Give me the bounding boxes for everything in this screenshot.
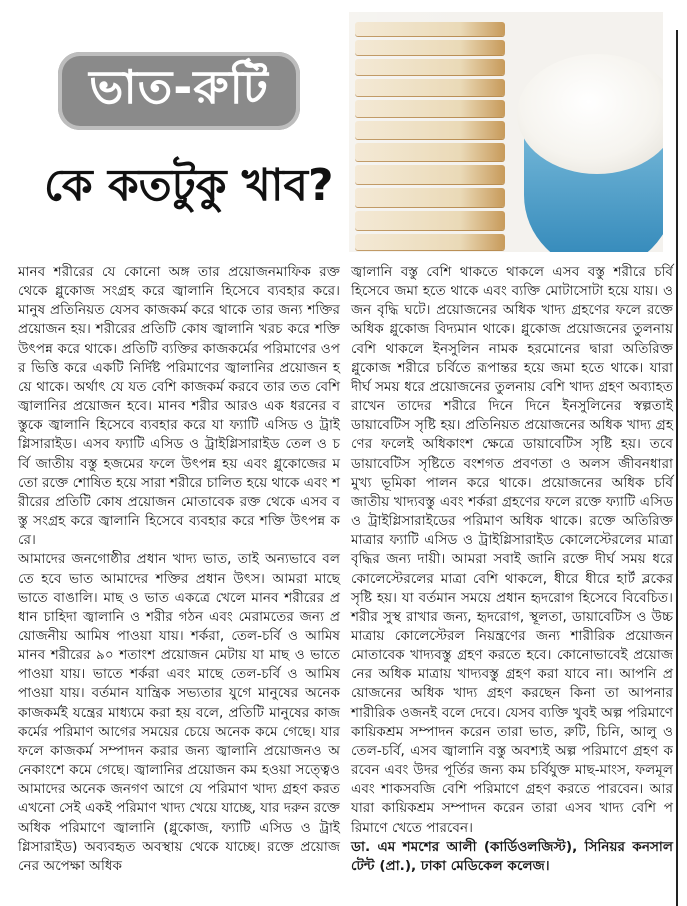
- article-header: [0, 0, 687, 258]
- paragraph: মানব শরীরের যে কোনো অঙ্গ তার প্রয়োজনমাফিক রক্ত থেকে গ্লুকোজ সংগ্রহ করে জ্বালানি হিসেবে ব্যবহার করে। মানুষ প্রতিনিয়ত যেসব কাজকর্ম করে থাকে তার জন্য শক্তির প্রয়োজন হয়। শরীরের প্রতিটি কোষ জ্বালানি খরচ করে শক্তি উৎপন্ন করে থাকে। প্রতিটি ব্যক্তির কাজকর্মের পরিমাণের ওপর ভিত্তি করে একটি নির্দিষ্ট পরিমাণের জ্বালানির প্রয়োজন হয়ে থাকে। অর্থাৎ যে যত বেশি কাজকর্ম করবে তার তত বেশি জ্বালানির প্রয়োজন হবে। মানব শরীর আরও এক ধরনের বস্তুকে জ্বালানি হিসেবে ব্যবহার করে যা ফ্যাটি এসিড ও ট্রাইগ্লিসারাইড। এসব ফ্যাটি এসিড ও ট্রাইগ্লিসারাইড তেল ও চর্বি জাতীয় বস্তু হজমের ফলে উৎপন্ন হয় এবং গ্লুকোজের মতো রক্তে শোষিত হয়ে সারা শরীরে চালিত হয়ে থাকে এবং শরীরের প্রতিটি কোষ প্রয়োজন মোতাবেক রক্ত থেকে এসব বস্তু সংগ্রহ করে জ্বালানি হিসেবে ব্যবহার করে শক্তি উৎপন্ন করে।: [18, 264, 340, 549]
- article-title: ভাত-রুটি: [58, 52, 300, 130]
- article-column-left: [18, 263, 340, 876]
- author-byline: ডা. এম শমশের আলী (কার্ডিওলজিস্ট), সিনিয়র কনসালটেন্ট (প্রা.), ঢাকা মেডিকেল কলেজ।: [351, 838, 673, 874]
- article-column-right: [351, 263, 673, 876]
- page-edge-rule: [676, 30, 678, 906]
- bread-and-rice-photo: [349, 12, 663, 252]
- article-subtitle: কে কতটুকু খাব?: [44, 160, 334, 211]
- paragraph: আমাদের জনগোষ্ঠীর প্রধান খাদ্য ভাত, তাই অন্যভাবে বলতে হবে ভাত আমাদের শক্তির প্রধান উৎস। আমরা মাছে ভাতে বাঙালি। মাছ ও ভাত একত্রে খেলে মানব শরীরের প্রধান চাহিদা জ্বালানি ও শরীর গঠন এবং মেরামতের জন্য প্রয়োজনীয় আমিষ পাওয়া যায়। শর্করা, তেল-চর্বি ও আমিষ মানব শরীরের ৯০ শতাংশ প্রয়োজন মেটায় যা মাছ ও ভাতে পাওয়া যায়। ভাতে শর্করা এবং মাছে তেল-চর্বি ও আমিষ পাওয়া যায়। বর্তমান যান্ত্রিক সভ্যতার যুগে মানুষের অনেক কাজকর্মই যন্ত্রের মাধ্যমে করা হয় বলে, প্রতিটি মানুষের কাজ কর্মের পরিমাণ আগের সময়ের চেয়ে অনেক কমে গেছে। যার ফলে কাজকর্ম সম্পাদন করার জন্য জ্বালানি প্রয়োজনও অনেকাংশে কমে গেছে। জ্বালানির প্রয়োজন কম হওয়া সত্ত্বেও আমাদের অনেক জনগণ আগে যে পরিমাণ খাদ্য গ্রহণ করত এখনো সেই একই পরিমাণ খাদ্য খেয়ে যাচ্ছে, যার দরুন রক্তে অধিক পরিমাণে জ্বালানি (গ্লুকোজ, ফ্যাটি এসিড ও ট্রাইগ্লিসারাইড) অব্যবহৃত অবস্থায় থেকে যাচ্ছে। রক্তে প্রয়োজনের অপেক্ষা অধিক: [18, 551, 340, 874]
- paragraph: জ্বালানি বস্তু বেশি থাকতে থাকলে এসব বস্তু শরীরে চর্বি হিসেবে জমা হতে থাকে এবং ব্যক্তি মোটাসোটা হয়ে যায়। ওজন বৃদ্ধি ঘটে। প্রয়োজনের অধিক খাদ্য গ্রহণের ফলে রক্তে অধিক গ্লুকোজ বিদ্যমান থাকে। গ্লুকোজ প্রয়োজনের তুলনায় বেশি থাকলে ইনসুলিন নামক হরমোনের দ্বারা অতিরিক্ত গ্লুকোজ শরীরে চর্বিতে রূপান্তর হয়ে জমা হতে থাকে। যারা দীর্ঘ সময় ধরে প্রয়োজনের তুলনায় বেশি খাদ্য গ্রহণ অব্যাহত রাখেন তাদের শরীরে দিনে দিনে ইনসুলিনের স্বল্পতাই ডায়াবেটিস সৃষ্টি হয়। প্রতিনিয়ত প্রয়োজনের অধিক খাদ্য গ্রহণের ফলেই অধিকাংশ ক্ষেত্রে ডায়াবেটিস সৃষ্টি হয়। তবে ডায়াবেটিস সৃষ্টিতে বংশগত প্রবণতা ও অলস জীবনধারা মুখ্য ভূমিকা পালন করে থাকে। প্রয়োজনের অধিক চর্বি জাতীয় খাদ্যবস্তু এবং শর্করা গ্রহণের ফলে রক্তে ফ্যাটি এসিড ও ট্রাইগ্লিসারাইডের পরিমাণ অধিক থাকে। রক্তে অতিরিক্ত মাত্রার ফ্যাটি এসিড ও ট্রাইগ্লিসারাইড কোলেস্টেরলের মাত্রা বৃদ্ধির জন্য দায়ী। আমরা সবাই জানি রক্তে দীর্ঘ সময় ধরে কোলেস্টেরলের মাত্রা বেশি থাকলে, ধীরে ধীরে হার্ট ব্লকের সৃষ্টি হয়। যা বর্তমান সময়ে প্রধান হৃদরোগ হিসেবে বিবেচিত। শরীর সুস্থ রাখার জন্য, হৃদরোগ, স্থূলতা, ডায়াবেটিস ও উচ্চমাত্রায় কোলেস্টেরল নিয়ন্ত্রণের জন্য শারীরিক প্রয়োজন মোতাবেক খাদ্যবস্তু গ্রহণ করতে হবে। কোনোভাবেই প্রয়োজনের অধিক মাত্রায় খাদ্যবস্তু গ্রহণ করা যাবে না। আপনি প্রয়োজনের অধিক খাদ্য গ্রহণ করছেন কিনা তা আপনার শারীরিক ওজনই বলে দেবে। যেসব ব্যক্তি খুবই অল্প পরিমাণে কায়িকশ্রম সম্পাদন করেন তারা ভাত, রুটি, চিনি, আলু ও তেল-চর্বি, এসব জ্বালানি বস্তু অবশ্যই অল্প পরিমাণে গ্রহণ করবেন এবং উদর পূর্তির জন্য কম চর্বিযুক্ত মাছ-মাংস, ফলমূল এবং শাকসবজি বেশি পরিমাণে গ্রহণ করতে পারবেন। আর যারা কায়িকশ্রম সম্পাদন করেন তারা এসব খাদ্য বেশি পরিমাণে খেতে পারবেন।: [351, 264, 673, 836]
